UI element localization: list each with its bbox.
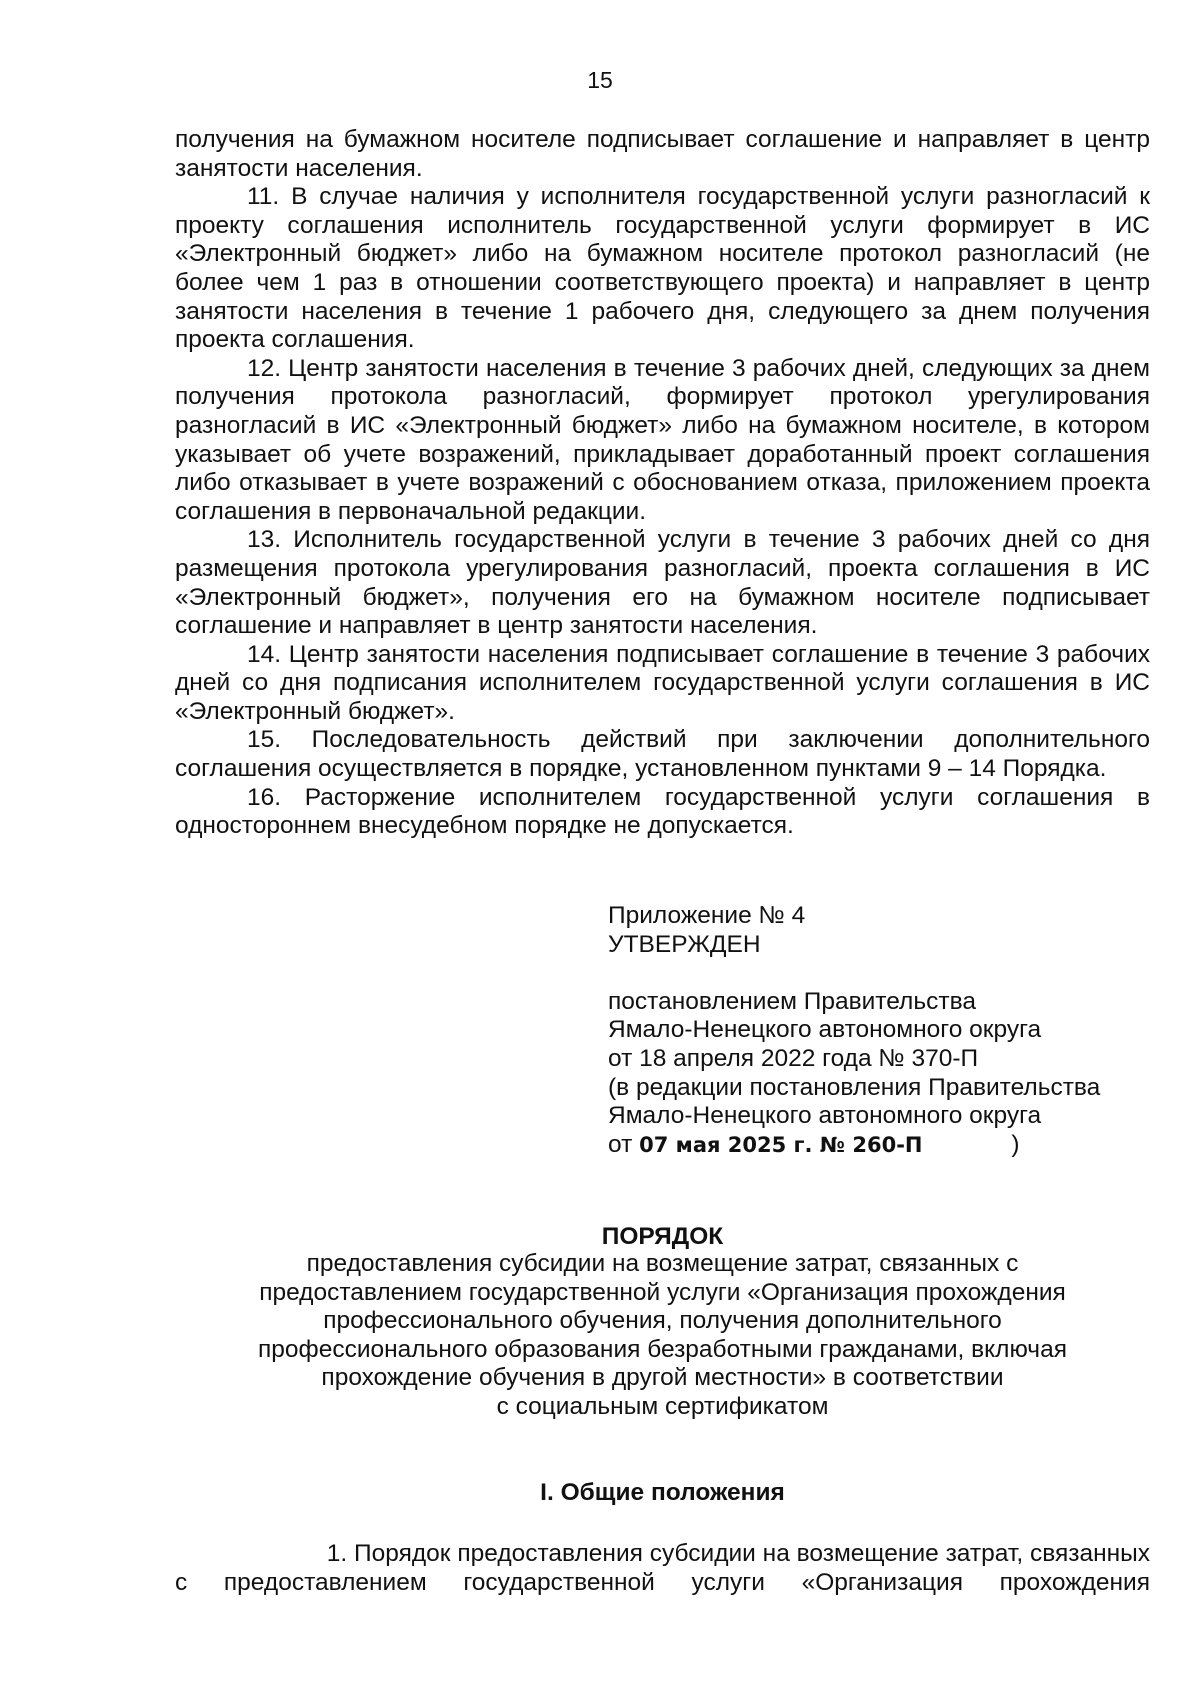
subtitle-line: профессионального обучения, получения дополнительного — [323, 1307, 1002, 1335]
section-heading: I. Общие положения — [540, 1479, 785, 1506]
section-paragraph-line: 1. Порядок предоставления субсидии на возмещение затрат, связанных — [326, 1540, 1150, 1567]
subtitle-line: прохождение обучения в другой местности» в соответствии — [321, 1364, 1004, 1392]
paragraph-12: 12. Центр занятости населения в течение 3 рабочих дней, следующих за днем получения протокола разногласий, формирует протокол урегулирования разногласий в ИС «Электронный бюджет» либо на бумажном носителе, в котором указывает об учете возражений, прикладывает доработанный проект соглашения либо отказывает в учете возражений с обоснованием отказа, приложением проекта соглашения в первоначальной редакции. — [175, 354, 1150, 525]
annex-revision-close: ) — [1011, 1130, 1020, 1158]
page-number: 15 — [587, 67, 613, 93]
paragraph-16: 16. Расторжение исполнителем государственной услуги соглашения в одностороннем внесудебном порядке не допускается. — [175, 783, 1150, 840]
annex-revision-region: Ямало-Ненецкого автономного округа — [608, 1102, 1042, 1130]
section-text — [175, 1540, 1150, 1597]
paragraph-13: 13. Исполнитель государственной услуги в течение 3 рабочих дней со дня размещения протокола урегулирования разногласий, проекта соглашения в ИС «Электронный бюджет», получения его на бумажном носителе подписывает соглашение и направляет в центр занятости населения. — [175, 526, 1150, 640]
annex-number: Приложение № 4 — [608, 902, 806, 929]
annex-revision-date — [608, 1131, 1168, 1160]
subtitle-line: предоставления субсидии на возмещение затрат, связанных с — [306, 1250, 1019, 1277]
paragraph-14: 14. Центр занятости населения подписывает соглашение в течение 3 рабочих дней со дня подписания исполнителем государственной услуги соглашения в ИС «Электронный бюджет». — [175, 640, 1150, 725]
paragraph-11: 11. В случае наличия у исполнителя государственной услуги разногласий к проекту соглашения исполнитель государственной услуги формирует в ИС «Электронный бюджет» либо на бумажном носителе протокол разногласий (не более чем 1 раз в отношении соответствующего проекта) и направляет в центр занятости населения в течение 1 рабочего дня, следующего за днем получения проекта соглашения. — [175, 183, 1150, 354]
annex-revision-line: (в редакции постановления Правительства — [608, 1073, 1101, 1101]
subtitle-line: с социальным сертификатом — [496, 1392, 829, 1420]
paragraph-continuation: получения на бумажном носителе подписывает соглашение и направляет в центр занятости населения. — [175, 126, 1150, 182]
annex-region-line: Ямало-Ненецкого автономного округа — [608, 1016, 1042, 1044]
subtitle-line: предоставлением государственной услуги «Организация прохождения — [259, 1278, 1066, 1306]
annex-approved-label: УТВЕРЖДЕН — [608, 930, 761, 958]
document-subtitle — [175, 1250, 1150, 1422]
subtitle-line: профессионального образования безработными гражданами, включая — [258, 1335, 1067, 1363]
annex-spacer — [608, 959, 1168, 988]
annex-approval-block — [608, 902, 1168, 1159]
annex-decree-line: постановлением Правительства — [608, 987, 976, 1015]
annex-revision-prefix: от — [608, 1130, 633, 1158]
annex-decree-date: от 18 апреля 2022 года № 370-П — [608, 1044, 979, 1072]
body-text — [175, 126, 1150, 841]
paragraph-15: 15. Последовательность действий при заключении дополнительного соглашения осуществляется в порядке, установленном пунктами 9 – 14 Порядка. — [175, 726, 1150, 783]
annex-revision-decree: 07 мая 2025 г. № 260-П — [639, 1132, 923, 1157]
section-paragraph-line: с предоставлением государственной услуги «Организация прохождения — [175, 1568, 1150, 1596]
document-title: ПОРЯДОК — [601, 1223, 724, 1250]
